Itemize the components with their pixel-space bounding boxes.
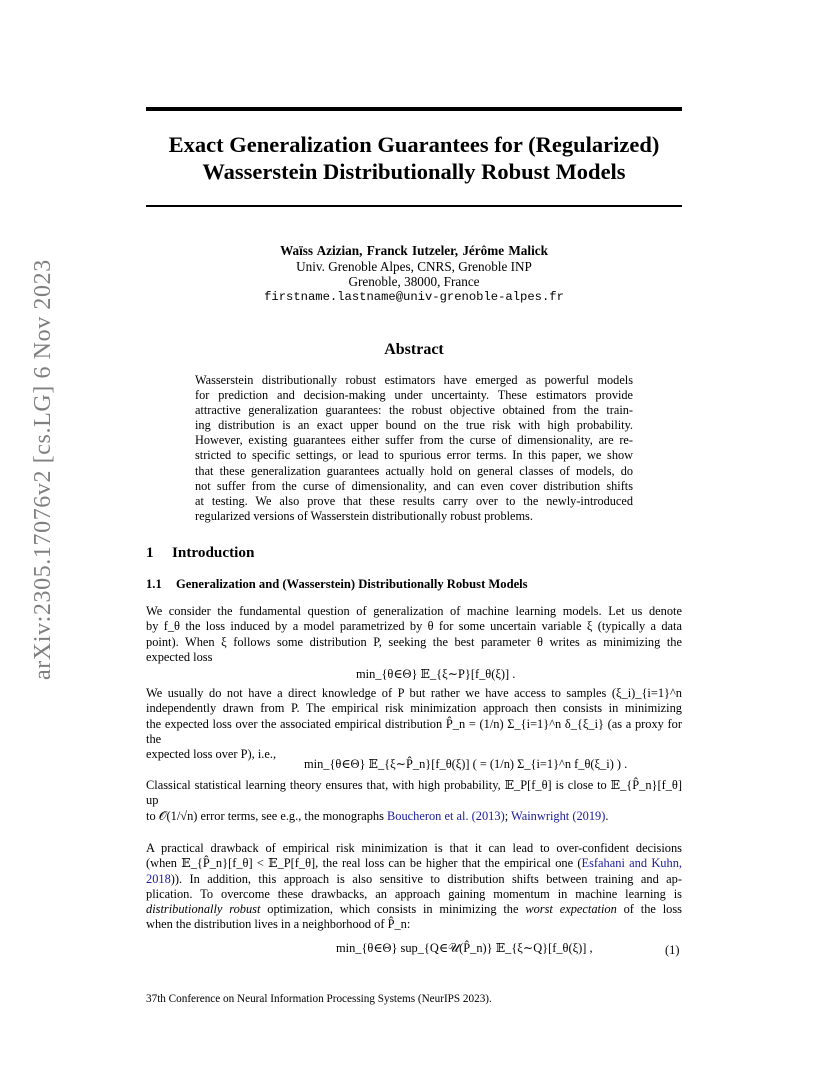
author-block	[146, 243, 682, 305]
paragraph-line: to 𝒪(1/√n) error terms, see e.g., the monographs Boucheron et al. (2013); Wainwright (2019).	[146, 808, 609, 823]
abstract-line: for prediction and decision-making under uncertainty. These estimators provide	[195, 388, 633, 403]
paragraph-line: We consider the fundamental question of generalization of machine learning models. Let us denote	[146, 604, 682, 618]
section-number: 1	[146, 544, 154, 561]
paragraph-text: (when 𝔼_{P̂_n}[f_θ] < 𝔼_P[f_θ], the real loss can be higher that the empirical one (	[146, 856, 582, 871]
paragraph-text: of the loss	[616, 902, 682, 917]
emphasis-text: distributionally robust	[146, 902, 261, 917]
paragraph-line: expected loss over P), i.e.,	[146, 747, 277, 762]
paragraph-text: )). In addition, this approach is also sensitive to distribution shifts between training and ap-	[170, 871, 682, 886]
equation-expected-loss: min_{θ∈Θ} 𝔼_{ξ∼P}[f_θ(ξ)] .	[356, 667, 516, 681]
abstract-line: Wasserstein distributionally robust estimators have emerged as powerful models	[195, 373, 633, 387]
paragraph-1	[146, 604, 682, 665]
paragraph-line: plication. To overcome these drawbacks, an approach gaining momentum in machine learning is	[146, 886, 682, 901]
subsection-heading	[146, 577, 528, 592]
paragraph-line: when the distribution lives in a neighborhood of P̂_n:	[146, 917, 411, 932]
abstract-line: not suffer from the curse of dimensionality, and can even cover distribution shifts	[195, 478, 633, 493]
citation-wainwright[interactable]: Wainwright (2019)	[511, 808, 606, 823]
paragraph-line: by f_θ the loss induced by a model parametrized by θ for some uncertain variable ξ (typically a data	[146, 619, 682, 634]
abstract-line: ing distribution is an exact upper bound on the true risk with high probability.	[195, 418, 633, 433]
abstract-line: at testing. We also prove that these results carry over to the newly-introduced	[195, 493, 633, 508]
citation-esfahani-year[interactable]: 2018	[146, 871, 171, 886]
citation-boucheron[interactable]: Boucheron et al. (2013)	[387, 808, 505, 823]
abstract-body	[195, 373, 633, 524]
paragraph-line: expected loss	[146, 649, 213, 664]
abstract-heading: Abstract	[384, 341, 444, 358]
author-email: firstname.lastname@univ-grenoble-alpes.fr	[264, 289, 564, 304]
abstract-line: stricted to specific settings, or lead to spurious error terms. In this paper, we show	[195, 448, 633, 463]
paragraph-line: independently drawn from P. The empirical risk minimization approach then consists in minimizing	[146, 701, 682, 716]
paragraph-3	[146, 778, 682, 824]
equation-dro-objective: min_{θ∈Θ} sup_{Q∈𝒰(P̂_n)} 𝔼_{ξ∼Q}[f_θ(ξ)] ,	[336, 941, 593, 955]
paragraph-2	[146, 686, 682, 762]
equation-number: (1)	[665, 943, 680, 957]
title-bottom-rule	[146, 205, 682, 207]
paragraph-4	[146, 841, 682, 933]
paper-title	[146, 131, 682, 185]
section-heading	[146, 544, 254, 562]
section-title: Introduction	[172, 544, 255, 561]
abstract-line: attractive generalization guarantees: the robust objective obtained from the train-	[195, 403, 633, 418]
paragraph-line	[146, 872, 682, 887]
paragraph-line: Classical statistical learning theory ensures that, with high probability, 𝔼_P[f_θ] is close to 𝔼_{P̂_n}[f_θ] up	[146, 778, 682, 808]
paragraph-line	[146, 902, 682, 917]
subsection-title: Generalization and (Wasserstein) Distributionally Robust Models	[176, 577, 528, 591]
emphasis-text: worst expectation	[525, 902, 617, 917]
citation-esfahani[interactable]: Esfahani and Kuhn,	[581, 856, 682, 871]
abstract-line: However, existing guarantees either suffer from the curse of dimensionality, are re-	[195, 433, 633, 448]
paragraph-line	[146, 856, 682, 871]
author-names: Waïss Azizian, Franck Iutzeler, Jérôme Malick	[280, 243, 548, 258]
paragraph-line: We usually do not have a direct knowledge of P but rather we have access to samples (ξ_i)_{i=1}^n	[146, 686, 682, 700]
conference-footnote: 37th Conference on Neural Information Processing Systems (NeurIPS 2023).	[146, 993, 492, 1005]
paragraph-line: A practical drawback of empirical risk minimization is that it can lead to over-confident decisions	[146, 841, 682, 855]
title-line-1: Exact Generalization Guarantees for (Regularized)	[168, 132, 660, 157]
abstract-line: regularized versions of Wasserstein distributionally robust problems.	[195, 508, 533, 523]
title-line-2: Wasserstein Distributionally Robust Models	[202, 159, 626, 184]
equation-empirical-risk: min_{θ∈Θ} 𝔼_{ξ∼P̂_n}[f_θ(ξ)] ( = (1/n) Σ_{i=1}^n f_θ(ξ_i) ) .	[304, 757, 628, 771]
arxiv-watermark: arXiv:2305.17076v2 [cs.LG] 6 Nov 2023	[30, 259, 56, 680]
affiliation-line-1: Univ. Grenoble Alpes, CNRS, Grenoble INP	[296, 258, 532, 274]
paragraph-line: point). When ξ follows some distribution P, seeking the best parameter θ writes as minimizing the	[146, 634, 682, 649]
paragraph-text: to 𝒪(1/√n) error terms, see e.g., the monographs	[146, 808, 388, 823]
title-top-rule	[146, 107, 682, 111]
subsection-number: 1.1	[146, 577, 162, 591]
affiliation-line-2: Grenoble, 38000, France	[348, 274, 480, 289]
paragraph-text: optimization, which consists in minimizing the	[260, 902, 526, 917]
abstract-line: that these generalization guarantees actually hold on general classes of models, do	[195, 463, 633, 478]
paragraph-line: the expected loss over the associated empirical distribution P̂_n = (1/n) Σ_{i=1}^n δ_{ξ_i} (as a proxy for the	[146, 716, 682, 746]
